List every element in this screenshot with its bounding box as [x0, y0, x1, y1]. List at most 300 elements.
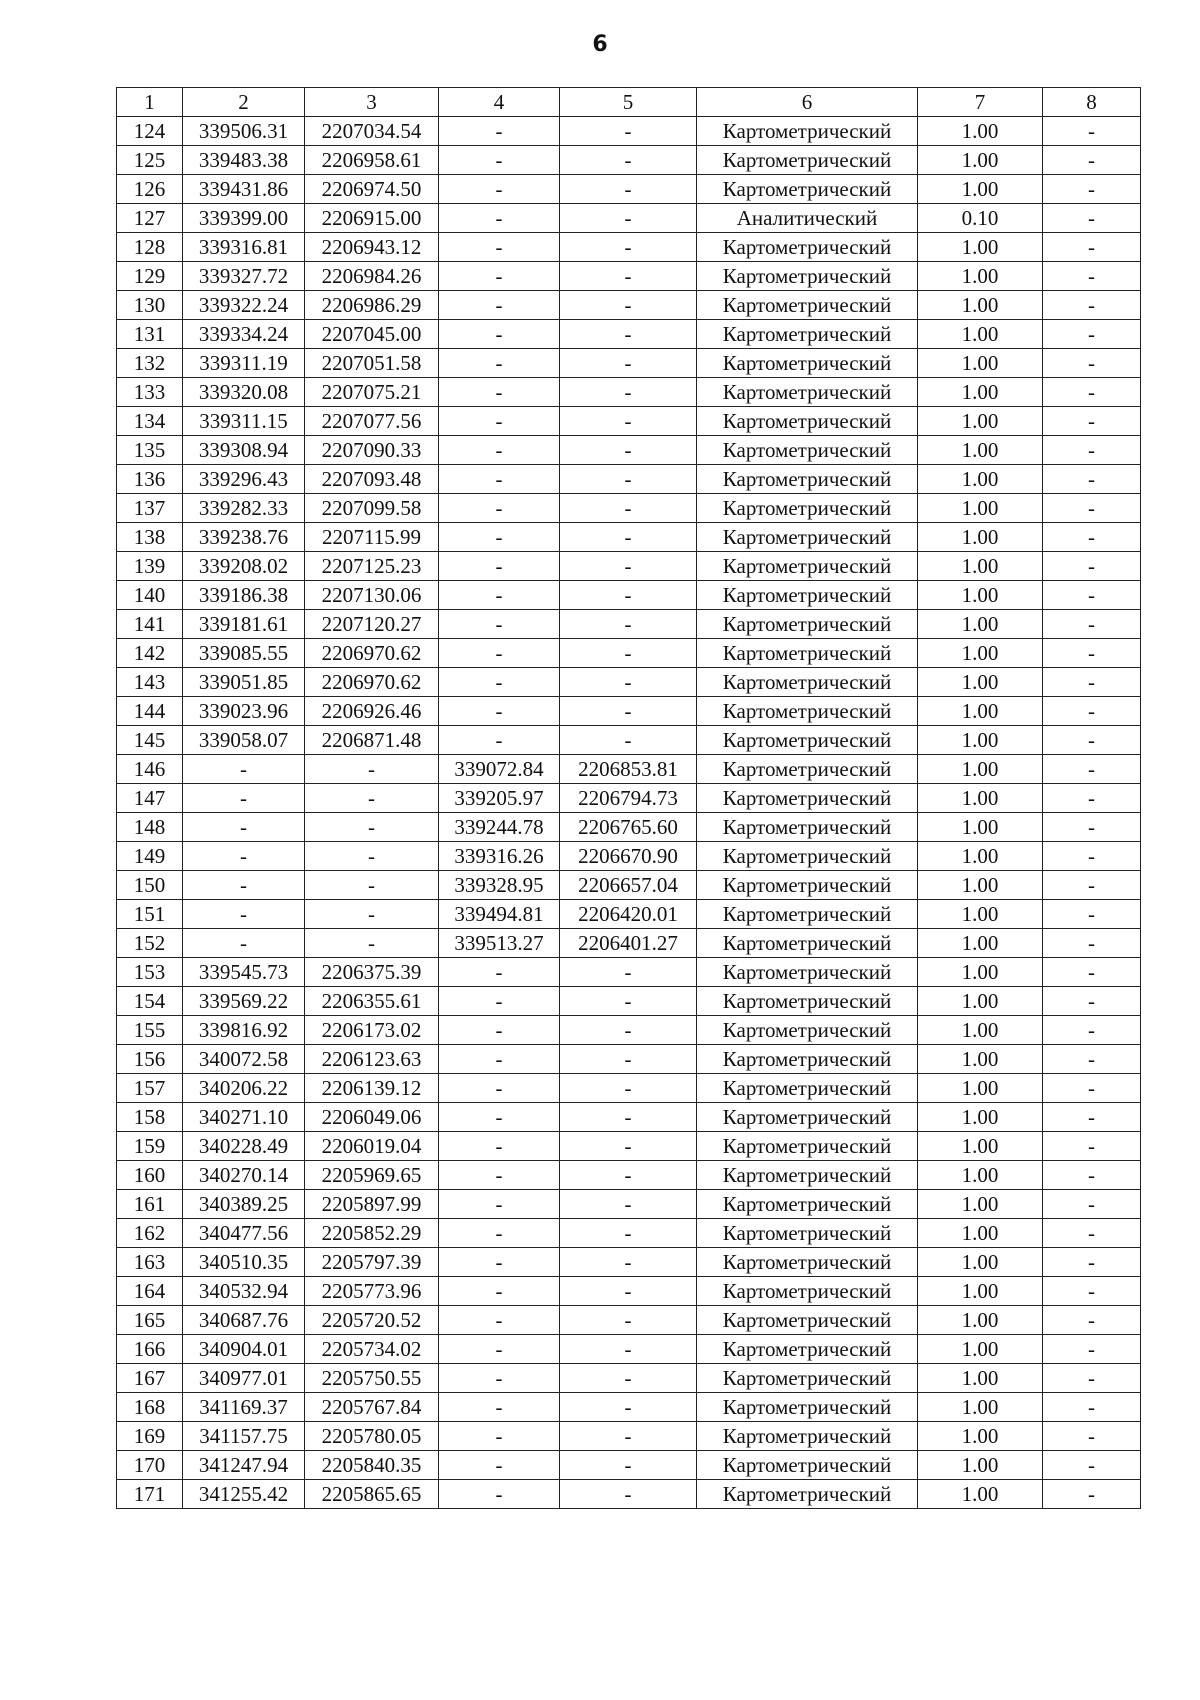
table-row: [117, 523, 1141, 552]
y-coordinate-cell: 2206915.00: [305, 204, 439, 233]
table-header-row: [117, 88, 1141, 117]
table-row: [117, 291, 1141, 320]
x-coordinate-alt-cell: -: [439, 987, 560, 1016]
y-coordinate-alt-cell: 2206657.04: [560, 871, 697, 900]
y-coordinate-alt-cell: -: [560, 726, 697, 755]
point-number-cell: 132: [117, 349, 183, 378]
x-coordinate-alt-cell: -: [439, 1074, 560, 1103]
x-coordinate-cell: 339051.85: [183, 668, 305, 697]
y-coordinate-cell: 2207125.23: [305, 552, 439, 581]
accuracy-cell: 1.00: [918, 262, 1043, 291]
y-coordinate-cell: 2207115.99: [305, 523, 439, 552]
point-number-cell: 127: [117, 204, 183, 233]
x-coordinate-cell: 340510.35: [183, 1248, 305, 1277]
table-row: [117, 175, 1141, 204]
method-cell: Картометрический: [697, 349, 918, 378]
x-coordinate-alt-cell: 339205.97: [439, 784, 560, 813]
x-coordinate-cell: -: [183, 900, 305, 929]
x-coordinate-cell: 340904.01: [183, 1335, 305, 1364]
table-row: [117, 407, 1141, 436]
accuracy-cell: 1.00: [918, 958, 1043, 987]
accuracy-cell: 1.00: [918, 1016, 1043, 1045]
x-coordinate-cell: 340477.56: [183, 1219, 305, 1248]
point-number-cell: 151: [117, 900, 183, 929]
x-coordinate-alt-cell: -: [439, 668, 560, 697]
method-cell: Картометрический: [697, 262, 918, 291]
method-cell: Картометрический: [697, 233, 918, 262]
y-coordinate-alt-cell: -: [560, 1422, 697, 1451]
y-coordinate-cell: -: [305, 842, 439, 871]
x-coordinate-cell: 339320.08: [183, 378, 305, 407]
y-coordinate-cell: -: [305, 813, 439, 842]
accuracy-cell: 1.00: [918, 1219, 1043, 1248]
y-coordinate-alt-cell: -: [560, 146, 697, 175]
accuracy-cell: 1.00: [918, 407, 1043, 436]
point-number-cell: 134: [117, 407, 183, 436]
method-cell: Картометрический: [697, 929, 918, 958]
accuracy-cell: 1.00: [918, 784, 1043, 813]
y-coordinate-cell: -: [305, 900, 439, 929]
method-cell: Картометрический: [697, 1016, 918, 1045]
table-row: [117, 1161, 1141, 1190]
accuracy-cell: 1.00: [918, 929, 1043, 958]
y-coordinate-alt-cell: -: [560, 1451, 697, 1480]
point-number-cell: 136: [117, 465, 183, 494]
method-cell: Картометрический: [697, 1074, 918, 1103]
method-cell: Картометрический: [697, 465, 918, 494]
y-coordinate-cell: 2206049.06: [305, 1103, 439, 1132]
y-coordinate-cell: -: [305, 929, 439, 958]
y-coordinate-alt-cell: -: [560, 1306, 697, 1335]
y-coordinate-alt-cell: -: [560, 1103, 697, 1132]
accuracy-cell: 1.00: [918, 639, 1043, 668]
column-header-5: 5: [560, 88, 697, 117]
y-coordinate-cell: -: [305, 871, 439, 900]
x-coordinate-cell: 340072.58: [183, 1045, 305, 1074]
x-coordinate-cell: 341247.94: [183, 1451, 305, 1480]
x-coordinate-alt-cell: -: [439, 349, 560, 378]
accuracy-cell: 1.00: [918, 1335, 1043, 1364]
point-number-cell: 129: [117, 262, 183, 291]
point-number-cell: 161: [117, 1190, 183, 1219]
x-coordinate-cell: 339506.31: [183, 117, 305, 146]
point-number-cell: 166: [117, 1335, 183, 1364]
table-row: [117, 436, 1141, 465]
point-number-cell: 153: [117, 958, 183, 987]
point-number-cell: 159: [117, 1132, 183, 1161]
x-coordinate-alt-cell: -: [439, 1451, 560, 1480]
method-cell: Картометрический: [697, 378, 918, 407]
y-coordinate-cell: -: [305, 755, 439, 784]
x-coordinate-cell: 339058.07: [183, 726, 305, 755]
x-coordinate-alt-cell: -: [439, 1335, 560, 1364]
point-number-cell: 128: [117, 233, 183, 262]
description-cell: -: [1043, 1103, 1141, 1132]
table-row: [117, 465, 1141, 494]
x-coordinate-cell: 340389.25: [183, 1190, 305, 1219]
accuracy-cell: 1.00: [918, 117, 1043, 146]
x-coordinate-alt-cell: 339494.81: [439, 900, 560, 929]
point-number-cell: 135: [117, 436, 183, 465]
table-row: [117, 1016, 1141, 1045]
x-coordinate-cell: -: [183, 929, 305, 958]
description-cell: -: [1043, 1132, 1141, 1161]
method-cell: Аналитический: [697, 204, 918, 233]
y-coordinate-cell: 2206019.04: [305, 1132, 439, 1161]
description-cell: -: [1043, 1480, 1141, 1509]
point-number-cell: 154: [117, 987, 183, 1016]
x-coordinate-alt-cell: -: [439, 1306, 560, 1335]
x-coordinate-cell: 339311.15: [183, 407, 305, 436]
point-number-cell: 143: [117, 668, 183, 697]
x-coordinate-alt-cell: -: [439, 1277, 560, 1306]
y-coordinate-cell: 2205750.55: [305, 1364, 439, 1393]
method-cell: Картометрический: [697, 1364, 918, 1393]
method-cell: Картометрический: [697, 407, 918, 436]
method-cell: Картометрический: [697, 1422, 918, 1451]
y-coordinate-alt-cell: -: [560, 204, 697, 233]
description-cell: -: [1043, 233, 1141, 262]
x-coordinate-cell: 339282.33: [183, 494, 305, 523]
point-number-cell: 152: [117, 929, 183, 958]
x-coordinate-cell: 340687.76: [183, 1306, 305, 1335]
description-cell: -: [1043, 1451, 1141, 1480]
table-row: [117, 117, 1141, 146]
description-cell: -: [1043, 987, 1141, 1016]
y-coordinate-cell: 2206970.62: [305, 668, 439, 697]
point-number-cell: 145: [117, 726, 183, 755]
accuracy-cell: 1.00: [918, 552, 1043, 581]
description-cell: -: [1043, 378, 1141, 407]
method-cell: Картометрический: [697, 610, 918, 639]
description-cell: -: [1043, 1161, 1141, 1190]
y-coordinate-cell: 2206984.26: [305, 262, 439, 291]
accuracy-cell: 1.00: [918, 494, 1043, 523]
x-coordinate-alt-cell: -: [439, 146, 560, 175]
method-cell: Картометрический: [697, 784, 918, 813]
method-cell: Картометрический: [697, 1190, 918, 1219]
method-cell: Картометрический: [697, 900, 918, 929]
accuracy-cell: 1.00: [918, 1480, 1043, 1509]
y-coordinate-cell: 2207077.56: [305, 407, 439, 436]
table-row: [117, 233, 1141, 262]
method-cell: Картометрический: [697, 581, 918, 610]
x-coordinate-alt-cell: -: [439, 1219, 560, 1248]
y-coordinate-alt-cell: -: [560, 1016, 697, 1045]
point-number-cell: 125: [117, 146, 183, 175]
y-coordinate-alt-cell: -: [560, 697, 697, 726]
x-coordinate-alt-cell: 339316.26: [439, 842, 560, 871]
coordinates-table: [116, 87, 1141, 1509]
y-coordinate-cell: 2207051.58: [305, 349, 439, 378]
table-row: [117, 726, 1141, 755]
point-number-cell: 169: [117, 1422, 183, 1451]
accuracy-cell: 1.00: [918, 871, 1043, 900]
point-number-cell: 133: [117, 378, 183, 407]
y-coordinate-alt-cell: 2206401.27: [560, 929, 697, 958]
description-cell: -: [1043, 755, 1141, 784]
x-coordinate-alt-cell: -: [439, 233, 560, 262]
column-header-2: 2: [183, 88, 305, 117]
y-coordinate-alt-cell: -: [560, 610, 697, 639]
point-number-cell: 164: [117, 1277, 183, 1306]
accuracy-cell: 1.00: [918, 1451, 1043, 1480]
y-coordinate-alt-cell: -: [560, 1364, 697, 1393]
y-coordinate-alt-cell: -: [560, 494, 697, 523]
column-header-3: 3: [305, 88, 439, 117]
table-row: [117, 1248, 1141, 1277]
y-coordinate-cell: 2205773.96: [305, 1277, 439, 1306]
y-coordinate-alt-cell: -: [560, 1045, 697, 1074]
column-header-1: 1: [117, 88, 183, 117]
y-coordinate-alt-cell: -: [560, 1480, 697, 1509]
point-number-cell: 156: [117, 1045, 183, 1074]
x-coordinate-cell: 339431.86: [183, 175, 305, 204]
description-cell: -: [1043, 146, 1141, 175]
point-number-cell: 124: [117, 117, 183, 146]
table-row: [117, 900, 1141, 929]
x-coordinate-alt-cell: 339244.78: [439, 813, 560, 842]
x-coordinate-alt-cell: -: [439, 262, 560, 291]
x-coordinate-alt-cell: -: [439, 1161, 560, 1190]
point-number-cell: 167: [117, 1364, 183, 1393]
description-cell: -: [1043, 929, 1141, 958]
table-row: [117, 1277, 1141, 1306]
point-number-cell: 144: [117, 697, 183, 726]
description-cell: -: [1043, 523, 1141, 552]
y-coordinate-alt-cell: -: [560, 639, 697, 668]
table-row: [117, 1306, 1141, 1335]
table-row: [117, 1074, 1141, 1103]
y-coordinate-alt-cell: -: [560, 523, 697, 552]
point-number-cell: 130: [117, 291, 183, 320]
point-number-cell: 168: [117, 1393, 183, 1422]
column-header-7: 7: [918, 88, 1043, 117]
table-row: [117, 349, 1141, 378]
description-cell: -: [1043, 1422, 1141, 1451]
accuracy-cell: 0.10: [918, 204, 1043, 233]
y-coordinate-alt-cell: -: [560, 320, 697, 349]
x-coordinate-cell: 339181.61: [183, 610, 305, 639]
table-row: [117, 697, 1141, 726]
x-coordinate-alt-cell: -: [439, 117, 560, 146]
description-cell: -: [1043, 900, 1141, 929]
table-row: [117, 552, 1141, 581]
y-coordinate-cell: 2206986.29: [305, 291, 439, 320]
description-cell: -: [1043, 349, 1141, 378]
description-cell: -: [1043, 610, 1141, 639]
accuracy-cell: 1.00: [918, 581, 1043, 610]
table-row: [117, 1219, 1141, 1248]
point-number-cell: 162: [117, 1219, 183, 1248]
point-number-cell: 170: [117, 1451, 183, 1480]
y-coordinate-cell: 2205797.39: [305, 1248, 439, 1277]
x-coordinate-alt-cell: 339072.84: [439, 755, 560, 784]
x-coordinate-alt-cell: -: [439, 1190, 560, 1219]
x-coordinate-cell: -: [183, 755, 305, 784]
accuracy-cell: 1.00: [918, 610, 1043, 639]
point-number-cell: 142: [117, 639, 183, 668]
y-coordinate-alt-cell: 2206670.90: [560, 842, 697, 871]
table-row: [117, 1335, 1141, 1364]
description-cell: -: [1043, 407, 1141, 436]
point-number-cell: 147: [117, 784, 183, 813]
x-coordinate-cell: -: [183, 842, 305, 871]
y-coordinate-alt-cell: 2206420.01: [560, 900, 697, 929]
table-row: [117, 1045, 1141, 1074]
x-coordinate-cell: -: [183, 871, 305, 900]
method-cell: Картометрический: [697, 175, 918, 204]
description-cell: -: [1043, 1364, 1141, 1393]
column-header-6: 6: [697, 88, 918, 117]
description-cell: -: [1043, 552, 1141, 581]
y-coordinate-cell: 2205969.65: [305, 1161, 439, 1190]
table-row: [117, 146, 1141, 175]
x-coordinate-alt-cell: -: [439, 1422, 560, 1451]
method-cell: Картометрический: [697, 1219, 918, 1248]
x-coordinate-cell: 339296.43: [183, 465, 305, 494]
accuracy-cell: 1.00: [918, 233, 1043, 262]
point-number-cell: 171: [117, 1480, 183, 1509]
method-cell: Картометрический: [697, 117, 918, 146]
x-coordinate-cell: 339316.81: [183, 233, 305, 262]
accuracy-cell: 1.00: [918, 320, 1043, 349]
y-coordinate-cell: 2205897.99: [305, 1190, 439, 1219]
method-cell: Картометрический: [697, 1103, 918, 1132]
y-coordinate-alt-cell: -: [560, 1393, 697, 1422]
table-row: [117, 1190, 1141, 1219]
x-coordinate-alt-cell: -: [439, 1393, 560, 1422]
y-coordinate-alt-cell: -: [560, 1335, 697, 1364]
description-cell: -: [1043, 813, 1141, 842]
table-row: [117, 1480, 1141, 1509]
description-cell: -: [1043, 581, 1141, 610]
table-row: [117, 494, 1141, 523]
x-coordinate-alt-cell: -: [439, 1248, 560, 1277]
y-coordinate-alt-cell: -: [560, 1277, 697, 1306]
accuracy-cell: 1.00: [918, 1132, 1043, 1161]
x-coordinate-alt-cell: -: [439, 1480, 560, 1509]
y-coordinate-alt-cell: -: [560, 175, 697, 204]
point-number-cell: 157: [117, 1074, 183, 1103]
y-coordinate-cell: 2206173.02: [305, 1016, 439, 1045]
method-cell: Картометрический: [697, 871, 918, 900]
description-cell: -: [1043, 1074, 1141, 1103]
table-row: [117, 610, 1141, 639]
accuracy-cell: 1.00: [918, 1364, 1043, 1393]
description-cell: -: [1043, 1277, 1141, 1306]
y-coordinate-cell: 2206871.48: [305, 726, 439, 755]
x-coordinate-alt-cell: -: [439, 291, 560, 320]
table-row: [117, 378, 1141, 407]
x-coordinate-cell: 341255.42: [183, 1480, 305, 1509]
accuracy-cell: 1.00: [918, 813, 1043, 842]
description-cell: -: [1043, 1393, 1141, 1422]
method-cell: Картометрический: [697, 668, 918, 697]
point-number-cell: 158: [117, 1103, 183, 1132]
table-row: [117, 1103, 1141, 1132]
table-row: [117, 987, 1141, 1016]
accuracy-cell: 1.00: [918, 1103, 1043, 1132]
accuracy-cell: 1.00: [918, 842, 1043, 871]
method-cell: Картометрический: [697, 813, 918, 842]
description-cell: -: [1043, 1045, 1141, 1074]
x-coordinate-cell: 340206.22: [183, 1074, 305, 1103]
y-coordinate-cell: 2207093.48: [305, 465, 439, 494]
y-coordinate-alt-cell: -: [560, 958, 697, 987]
description-cell: -: [1043, 958, 1141, 987]
y-coordinate-alt-cell: -: [560, 1219, 697, 1248]
point-number-cell: 131: [117, 320, 183, 349]
x-coordinate-alt-cell: -: [439, 581, 560, 610]
y-coordinate-cell: 2205852.29: [305, 1219, 439, 1248]
y-coordinate-alt-cell: -: [560, 378, 697, 407]
y-coordinate-cell: 2206375.39: [305, 958, 439, 987]
y-coordinate-cell: 2205767.84: [305, 1393, 439, 1422]
method-cell: Картометрический: [697, 639, 918, 668]
y-coordinate-alt-cell: 2206853.81: [560, 755, 697, 784]
y-coordinate-cell: 2207120.27: [305, 610, 439, 639]
x-coordinate-cell: 339085.55: [183, 639, 305, 668]
x-coordinate-alt-cell: 339513.27: [439, 929, 560, 958]
table-row: [117, 639, 1141, 668]
point-number-cell: 160: [117, 1161, 183, 1190]
method-cell: Картометрический: [697, 987, 918, 1016]
y-coordinate-alt-cell: -: [560, 291, 697, 320]
x-coordinate-cell: 340271.10: [183, 1103, 305, 1132]
method-cell: Картометрический: [697, 552, 918, 581]
table-row: [117, 929, 1141, 958]
y-coordinate-alt-cell: -: [560, 668, 697, 697]
description-cell: -: [1043, 1306, 1141, 1335]
accuracy-cell: 1.00: [918, 1422, 1043, 1451]
point-number-cell: 138: [117, 523, 183, 552]
x-coordinate-alt-cell: -: [439, 494, 560, 523]
column-header-8: 8: [1043, 88, 1141, 117]
accuracy-cell: 1.00: [918, 523, 1043, 552]
description-cell: -: [1043, 726, 1141, 755]
accuracy-cell: 1.00: [918, 900, 1043, 929]
y-coordinate-cell: 2206123.63: [305, 1045, 439, 1074]
y-coordinate-alt-cell: -: [560, 1074, 697, 1103]
method-cell: Картометрический: [697, 726, 918, 755]
x-coordinate-cell: 339186.38: [183, 581, 305, 610]
y-coordinate-cell: 2205865.65: [305, 1480, 439, 1509]
description-cell: -: [1043, 262, 1141, 291]
method-cell: Картометрический: [697, 1480, 918, 1509]
description-cell: -: [1043, 291, 1141, 320]
table-row: [117, 1132, 1141, 1161]
x-coordinate-cell: 339023.96: [183, 697, 305, 726]
y-coordinate-cell: 2205780.05: [305, 1422, 439, 1451]
description-cell: -: [1043, 697, 1141, 726]
y-coordinate-alt-cell: -: [560, 1132, 697, 1161]
x-coordinate-alt-cell: -: [439, 1045, 560, 1074]
method-cell: Картометрический: [697, 1132, 918, 1161]
description-cell: -: [1043, 1219, 1141, 1248]
y-coordinate-alt-cell: 2206794.73: [560, 784, 697, 813]
method-cell: Картометрический: [697, 1248, 918, 1277]
y-coordinate-alt-cell: -: [560, 465, 697, 494]
y-coordinate-cell: 2206970.62: [305, 639, 439, 668]
y-coordinate-cell: 2207045.00: [305, 320, 439, 349]
y-coordinate-alt-cell: -: [560, 987, 697, 1016]
accuracy-cell: 1.00: [918, 146, 1043, 175]
accuracy-cell: 1.00: [918, 1306, 1043, 1335]
x-coordinate-cell: 339399.00: [183, 204, 305, 233]
table-row: [117, 842, 1141, 871]
table-row: [117, 813, 1141, 842]
